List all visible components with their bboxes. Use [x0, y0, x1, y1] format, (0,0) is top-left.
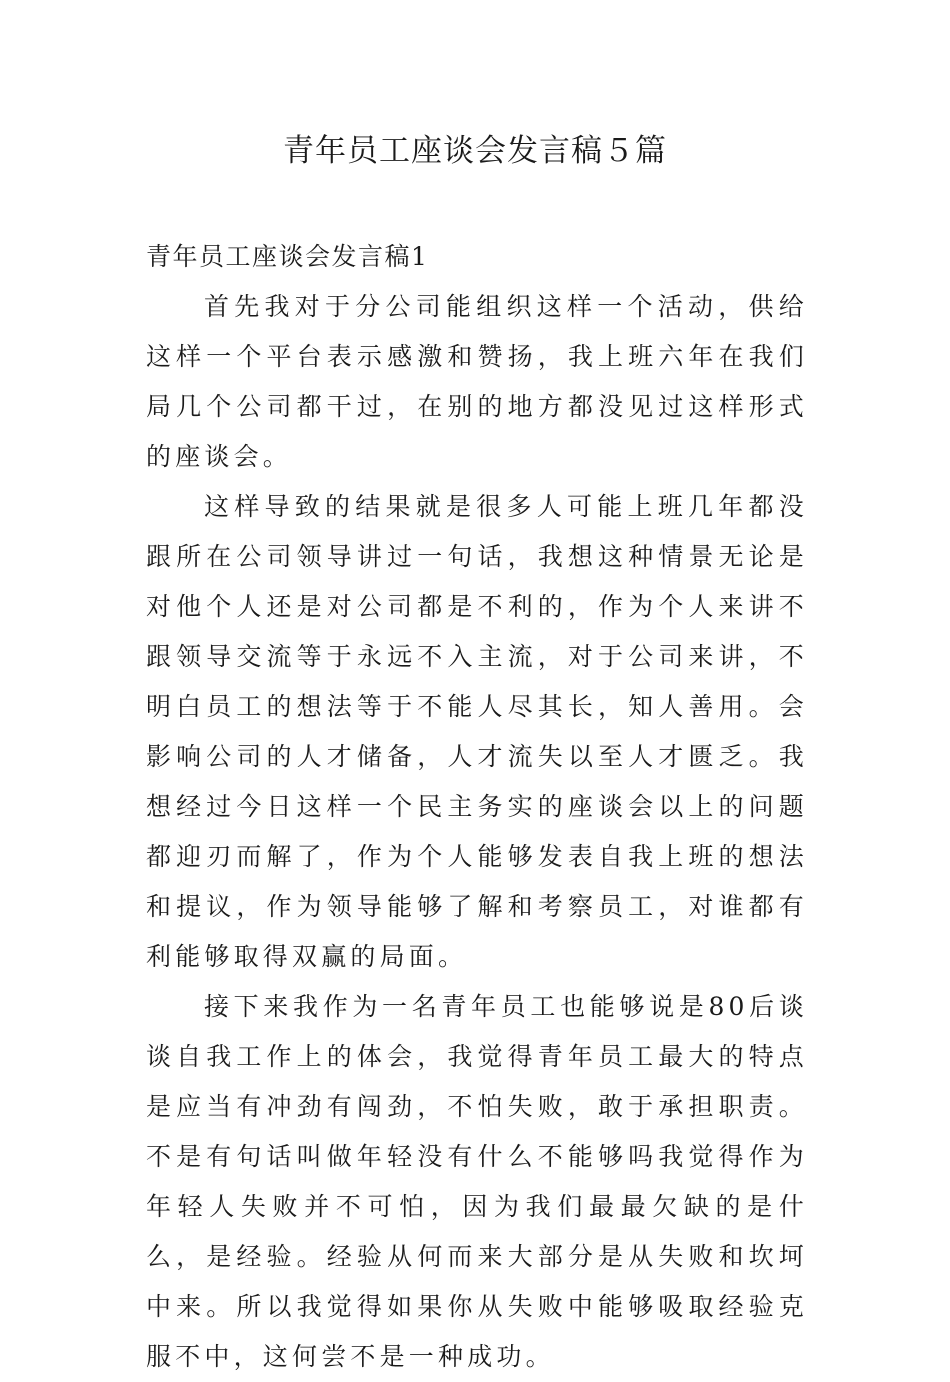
- document-title: 青年员工座谈会发言稿５篇: [283, 133, 667, 169]
- paragraph: 首先我对于分公司能组织这样一个活动，供给这样一个平台表示感激和赞扬，我上班六年在我们局几个公司都干过，在别的地方都没见过这样形式的座谈会。: [146, 292, 808, 471]
- paragraph: 这样导致的结果就是很多人可能上班几年都没跟所在公司领导讲过一句话，我想这种情景无论是对他个人还是对公司都是不利的，作为个人来讲不跟领导交流等于永远不入主流，对于公司来讲，不明白员工的想法等于不能人尽其长，知人善用。会影响公司的人才储备，人才流失以至人才匮乏。我想经过今日这样一个民主务实的座谈会以上的问题都迎刃而解了，作为个人能够发表自我上班的想法和提议，作为领导能够了解和考察员工，对谁都有利能够取得双赢的局面。: [146, 492, 808, 971]
- paragraph: 接下来我作为一名青年员工也能够说是80后谈谈自我工作上的体会，我觉得青年员工最大的特点是应当有冲劲有闯劲，不怕失败，敢于承担职责。不是有句话叫做年轻没有什么不能够吗我觉得作为年轻人失败并不可怕，因为我们最最欠缺的是什么，是经验。经验从何而来大部分是从失败和坎坷中来。所以我觉得如果你从失败中能够吸取经验克服不中，这何尝不是一种成功。: [146, 992, 808, 1371]
- document-body: [146, 232, 808, 1382]
- section-heading: 青年员工座谈会发言稿1: [146, 242, 429, 271]
